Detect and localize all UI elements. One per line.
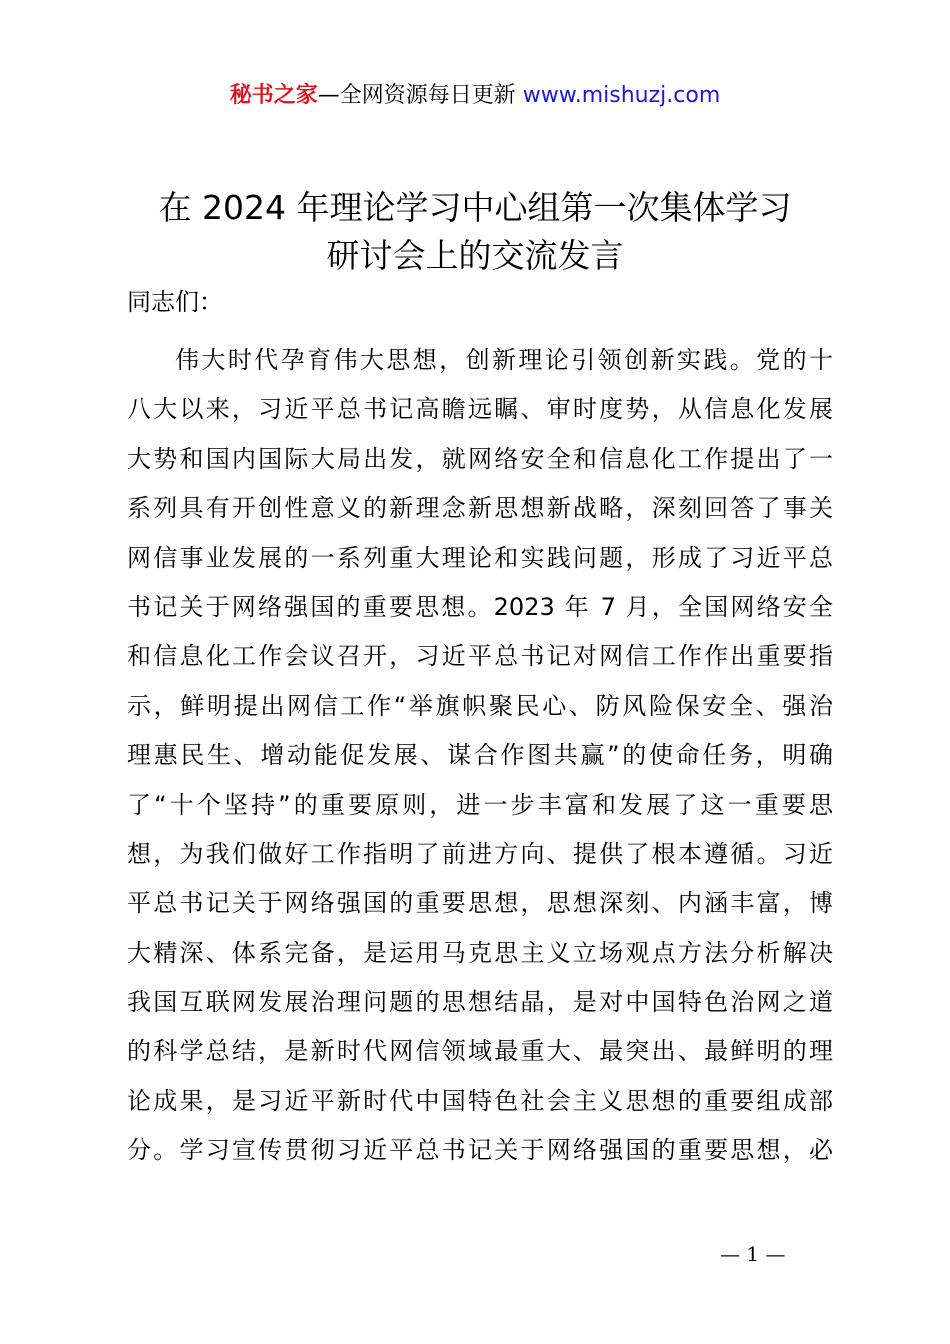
body-line: 论成果，是习近平新时代中国特色社会主义思想的重要组成部 — [127, 1086, 833, 1115]
body-paragraph — [127, 336, 833, 1176]
body-line: 平总书记关于网络强国的重要思想，思想深刻、内涵丰富，博 — [127, 889, 833, 918]
title-line-1: 在 2024 年理论学习中心组第一次集体学习 — [158, 188, 792, 227]
body-line: 八大以来，习近平总书记高瞻远瞩、审时度势，从信息化发展 — [127, 395, 833, 424]
body-line: 和信息化工作会议召开，习近平总书记对网信工作作出重要指 — [127, 642, 833, 671]
body-line: 了“十个坚持”的重要原则，进一步丰富和发展了这一重要思 — [127, 790, 833, 819]
site-url-link[interactable]: www.mishuzj.com — [522, 83, 721, 108]
title-line-2: 研讨会上的交流发言 — [326, 236, 624, 275]
body-line: 大势和国内国际大局出发，就网络安全和信息化工作提出了一 — [127, 444, 833, 473]
body-line: 书记关于网络强国的重要思想。2023 年 7 月，全国网络安全 — [127, 592, 833, 621]
brand-name: 秘书之家 — [229, 83, 318, 108]
body-line: 伟大时代孕育伟大思想，创新理论引领创新实践。党的十 — [175, 346, 833, 374]
body-line: 的科学总结，是新时代网信领域最重大、最突出、最鲜明的理 — [127, 1037, 833, 1066]
header-tagline: —全网资源每日更新 — [317, 83, 523, 108]
body-line: 系列具有开创性意义的新理念新思想新战略，深刻回答了事关 — [127, 494, 833, 523]
body-line: 理惠民生、增动能促发展、谋合作图共赢”的使命任务，明确 — [127, 741, 833, 770]
body-line: 分。学习宣传贯彻习近平总书记关于网络强国的重要思想，必 — [127, 1136, 833, 1165]
document-title — [0, 184, 950, 280]
body-line: 示，鲜明提出网信工作“举旗帜聚民心、防风险保安全、强治 — [127, 691, 833, 720]
body-line: 网信事业发展的一系列重大理论和实践问题，形成了习近平总 — [127, 543, 833, 572]
site-header — [0, 80, 950, 112]
body-line: 想，为我们做好工作指明了前进方向、提供了根本遵循。习近 — [127, 839, 833, 868]
salutation: 同志们： — [127, 288, 223, 316]
body-line: 大精深、体系完备，是运用马克思主义立场观点方法分析解决 — [127, 938, 833, 967]
body-line: 我国互联网发展治理问题的思想结晶，是对中国特色治网之道 — [127, 988, 833, 1017]
page-number: — 1 — — [720, 1242, 786, 1266]
